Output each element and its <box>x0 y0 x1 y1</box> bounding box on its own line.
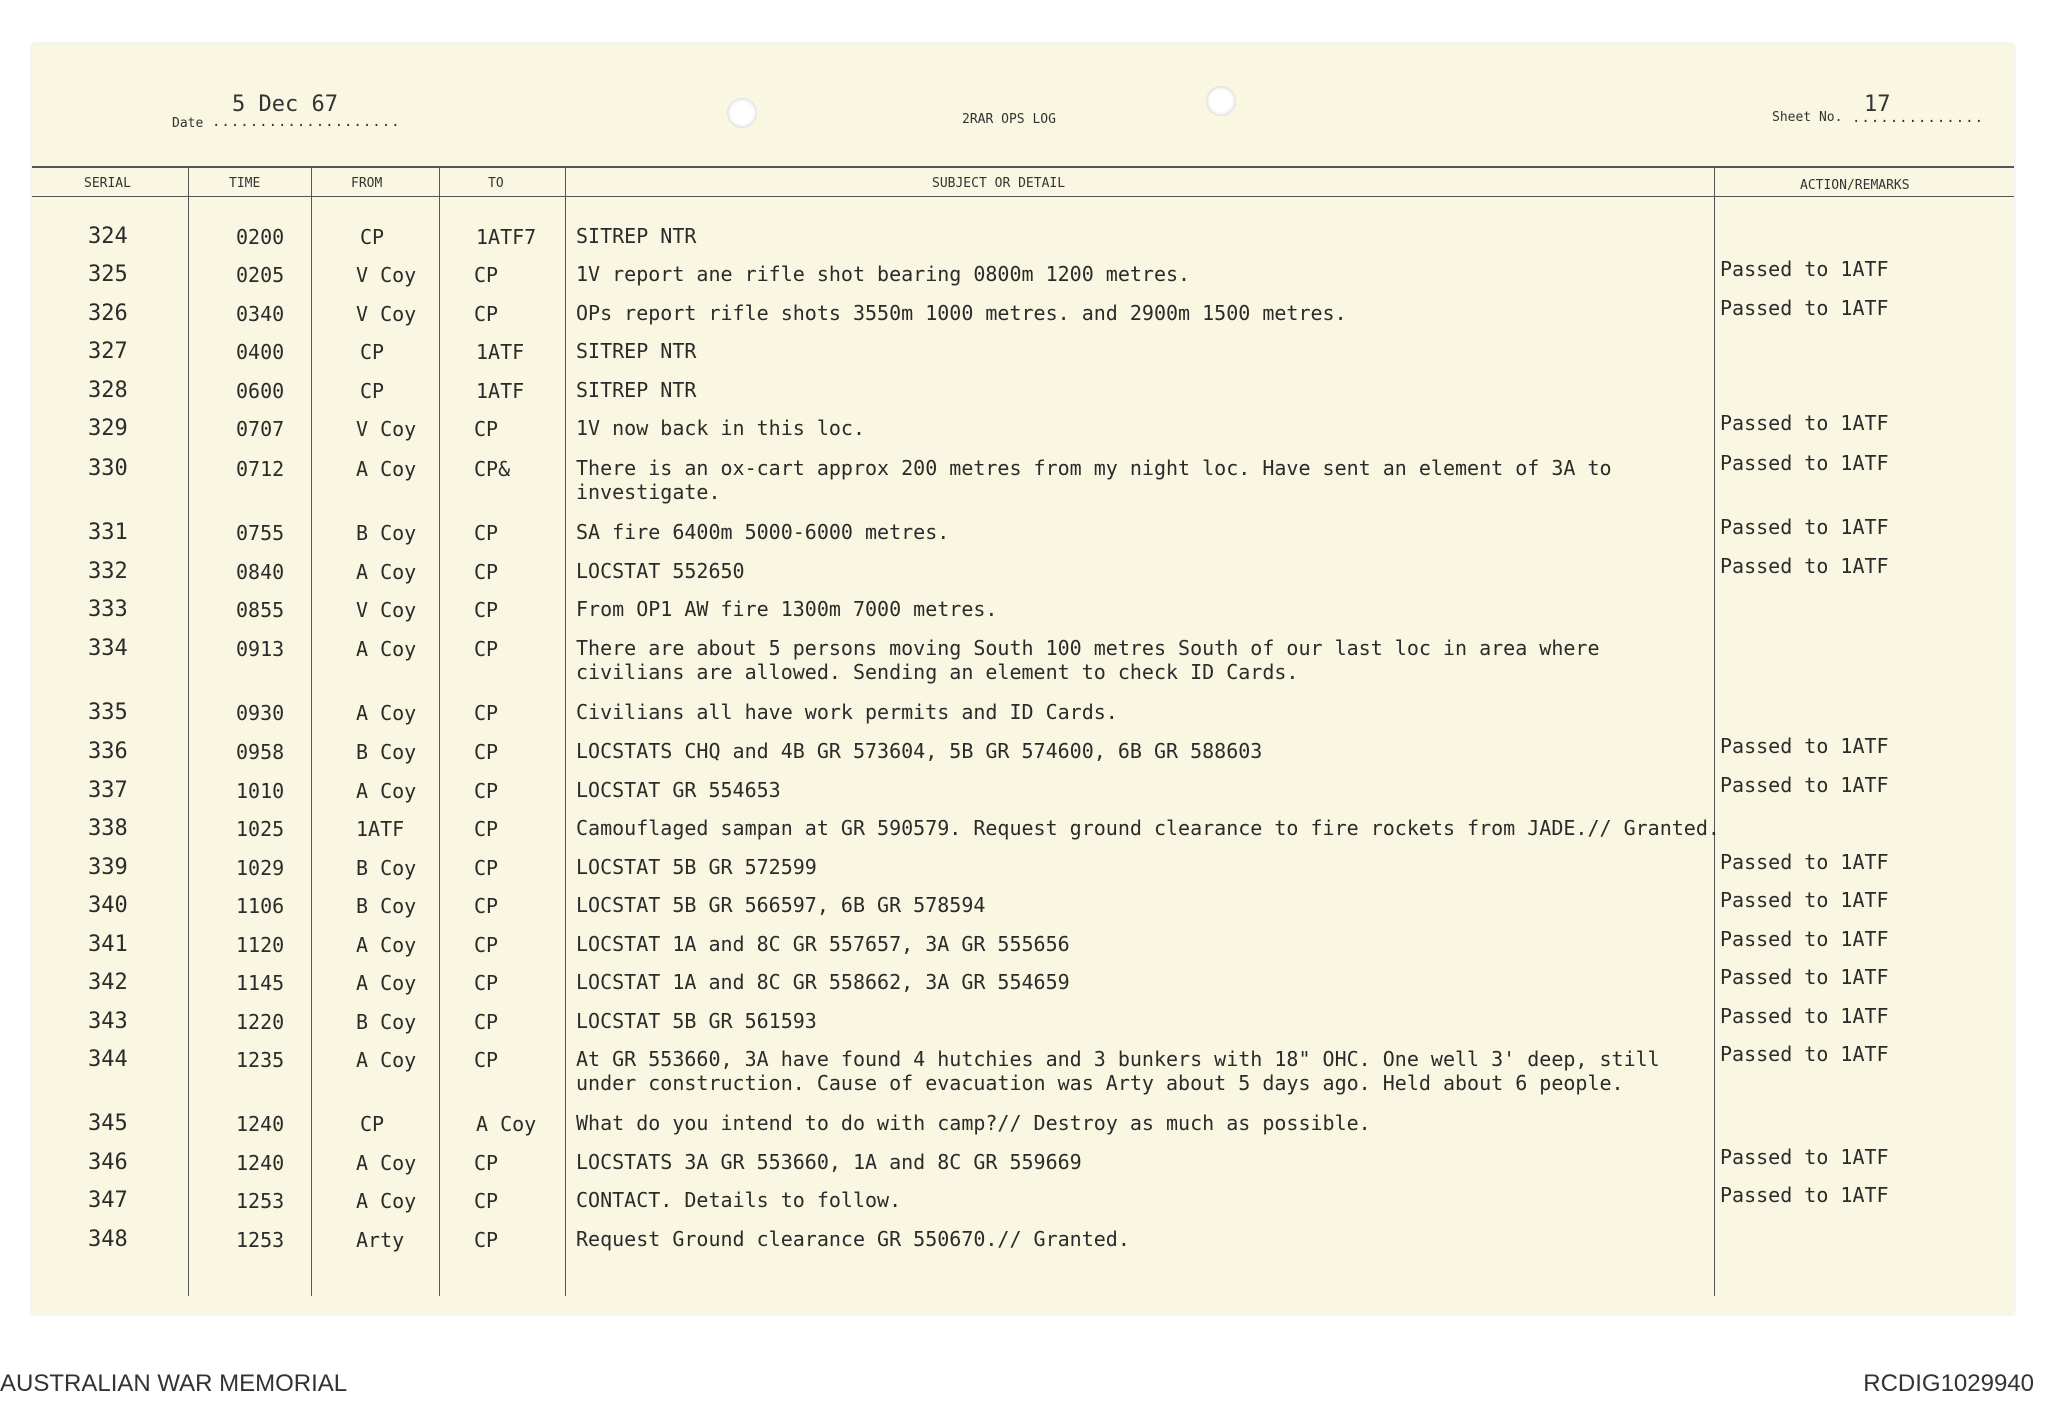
row-serial: 342 <box>88 970 128 995</box>
row-detail: Civilians all have work permits and ID Cards. <box>576 700 1118 724</box>
date-value: 5 Dec 67 <box>232 92 338 117</box>
page-title: 2RAR OPS LOG <box>962 112 1056 127</box>
row-time: 1240 <box>236 1151 285 1175</box>
sheet-label: Sheet No. <box>1772 110 1843 125</box>
column-divider-4 <box>565 166 566 1296</box>
row-serial: 336 <box>88 739 128 764</box>
row-time: 0958 <box>236 740 285 764</box>
row-time: 0755 <box>236 521 285 545</box>
row-action: Passed to 1ATF <box>1720 1004 1889 1028</box>
row-detail: There is an ox-cart approx 200 metres from my night loc. Have sent an element of 3A to <box>576 456 1612 480</box>
row-detail: From OP1 AW fire 1300m 7000 metres. <box>576 597 998 621</box>
row-from: A Coy <box>356 457 417 481</box>
column-header-subject: SUBJECT OR DETAIL <box>932 176 1066 191</box>
row-serial: 344 <box>88 1047 128 1072</box>
date-label: Date <box>172 116 204 131</box>
column-divider-1 <box>188 166 189 1296</box>
row-time: 0400 <box>236 340 285 364</box>
row-serial: 334 <box>88 636 128 661</box>
row-detail: At GR 553660, 3A have found 4 hutchies and 3 bunkers with 18" OHC. One well 3' deep, still <box>576 1047 1660 1071</box>
row-detail: Camouflaged sampan at GR 590579. Request ground clearance to fire rockets from JADE.// Granted. <box>576 816 1720 840</box>
row-serial: 332 <box>88 559 128 584</box>
row-action: Passed to 1ATF <box>1720 257 1889 281</box>
row-time: 0340 <box>236 302 285 326</box>
row-detail: LOCSTAT 5B GR 572599 <box>576 855 817 879</box>
row-detail: 1V report ane rifle shot bearing 0800m 1200 metres. <box>576 262 1191 286</box>
row-detail: LOCSTAT 1A and 8C GR 558662, 3A GR 554659 <box>576 970 1070 994</box>
row-to: CP <box>474 263 499 287</box>
row-serial: 327 <box>88 339 128 364</box>
row-detail: There are about 5 persons moving South 100 metres South of our last loc in area where <box>576 636 1600 660</box>
row-action: Passed to 1ATF <box>1720 411 1889 435</box>
row-from: V Coy <box>356 263 417 287</box>
row-to: A Coy <box>476 1112 537 1136</box>
row-to: CP <box>474 560 499 584</box>
row-serial: 345 <box>88 1111 128 1136</box>
row-to: CP <box>474 740 499 764</box>
row-action: Passed to 1ATF <box>1720 296 1889 320</box>
row-serial: 343 <box>88 1009 128 1034</box>
row-action: Passed to 1ATF <box>1720 850 1889 874</box>
row-from: CP <box>360 225 385 249</box>
row-action: Passed to 1ATF <box>1720 1145 1889 1169</box>
row-time: 1240 <box>236 1112 285 1136</box>
row-from: A Coy <box>356 560 417 584</box>
row-detail: What do you intend to do with camp?// Destroy as much as possible. <box>576 1111 1371 1135</box>
row-action: Passed to 1ATF <box>1720 451 1889 475</box>
row-action: Passed to 1ATF <box>1720 554 1889 578</box>
row-serial: 324 <box>88 224 128 249</box>
row-from: Arty <box>356 1228 405 1252</box>
row-action: Passed to 1ATF <box>1720 734 1889 758</box>
row-to: CP <box>474 598 499 622</box>
column-divider-2 <box>311 166 312 1296</box>
sheet-value: 17 <box>1864 92 1891 117</box>
row-time: 1145 <box>236 971 285 995</box>
row-to: CP <box>474 779 499 803</box>
row-time: 1010 <box>236 779 285 803</box>
row-time: 0840 <box>236 560 285 584</box>
row-action: Passed to 1ATF <box>1720 1183 1889 1207</box>
row-from: A Coy <box>356 637 417 661</box>
row-from: CP <box>360 1112 385 1136</box>
row-action: Passed to 1ATF <box>1720 888 1889 912</box>
row-to: CP <box>474 1189 499 1213</box>
row-detail: LOCSTATS 3A GR 553660, 1A and 8C GR 559669 <box>576 1150 1082 1174</box>
row-time: 0707 <box>236 417 285 441</box>
row-time: 1106 <box>236 894 285 918</box>
row-detail-continuation: investigate. <box>576 480 721 504</box>
row-detail: SITREP NTR <box>576 339 697 363</box>
row-time: 0913 <box>236 637 285 661</box>
row-serial: 348 <box>88 1227 128 1252</box>
column-header-from: FROM <box>351 176 383 191</box>
row-from: B Coy <box>356 894 417 918</box>
row-from: A Coy <box>356 933 417 957</box>
row-action: Passed to 1ATF <box>1720 1042 1889 1066</box>
row-detail: OPs report rifle shots 3550m 1000 metres. and 2900m 1500 metres. <box>576 301 1347 325</box>
row-serial: 346 <box>88 1150 128 1175</box>
row-time: 1120 <box>236 933 285 957</box>
row-action: Passed to 1ATF <box>1720 927 1889 951</box>
row-from: V Coy <box>356 417 417 441</box>
row-to: CP <box>474 894 499 918</box>
row-to: CP <box>474 417 499 441</box>
row-time: 1025 <box>236 817 285 841</box>
row-to: CP <box>474 1010 499 1034</box>
row-time: 0930 <box>236 701 285 725</box>
footer-id: RCDIG1029940 <box>1863 1370 2034 1397</box>
row-to: CP <box>474 1151 499 1175</box>
row-time: 0600 <box>236 379 285 403</box>
row-serial: 338 <box>88 816 128 841</box>
row-serial: 325 <box>88 262 128 287</box>
row-serial: 326 <box>88 301 128 326</box>
row-action: Passed to 1ATF <box>1720 965 1889 989</box>
column-header-serial: SERIAL <box>84 176 131 191</box>
row-detail: LOCSTAT 552650 <box>576 559 745 583</box>
row-from: V Coy <box>356 598 417 622</box>
row-serial: 339 <box>88 855 128 880</box>
row-serial: 331 <box>88 520 128 545</box>
row-detail: LOCSTAT 5B GR 566597, 6B GR 578594 <box>576 893 986 917</box>
row-time: 0712 <box>236 457 285 481</box>
header-rule-bottom <box>32 196 2014 197</box>
row-to: CP <box>474 971 499 995</box>
row-detail-continuation: under construction. Cause of evacuation was Arty about 5 days ago. Held about 6 people. <box>576 1071 1624 1095</box>
row-detail: Request Ground clearance GR 550670.// Granted. <box>576 1227 1130 1251</box>
row-from: 1ATF <box>356 817 405 841</box>
row-time: 1253 <box>236 1189 285 1213</box>
row-time: 0200 <box>236 225 285 249</box>
row-serial: 330 <box>88 456 128 481</box>
row-serial: 337 <box>88 778 128 803</box>
row-serial: 341 <box>88 932 128 957</box>
row-detail: CONTACT. Details to follow. <box>576 1188 902 1212</box>
row-detail: SITREP NTR <box>576 378 697 402</box>
row-to: CP <box>474 637 499 661</box>
row-detail: LOCSTAT GR 554653 <box>576 778 781 802</box>
row-serial: 328 <box>88 378 128 403</box>
column-header-action: ACTION/REMARKS <box>1800 178 1910 193</box>
row-serial: 335 <box>88 700 128 725</box>
row-time: 1220 <box>236 1010 285 1034</box>
row-serial: 347 <box>88 1188 128 1213</box>
column-divider-3 <box>439 166 440 1296</box>
row-to: CP <box>474 521 499 545</box>
row-time: 1253 <box>236 1228 285 1252</box>
punch-hole-right <box>1206 86 1236 116</box>
column-header-to: TO <box>488 176 504 191</box>
row-to: CP <box>474 701 499 725</box>
row-to: CP& <box>474 457 511 481</box>
row-from: B Coy <box>356 856 417 880</box>
date-dots: .................... <box>212 114 401 130</box>
row-to: 1ATF <box>476 340 525 364</box>
row-from: A Coy <box>356 971 417 995</box>
row-detail-continuation: civilians are allowed. Sending an element to check ID Cards. <box>576 660 1299 684</box>
row-time: 1235 <box>236 1048 285 1072</box>
row-from: B Coy <box>356 740 417 764</box>
footer-source: AUSTRALIAN WAR MEMORIAL <box>0 1370 348 1397</box>
row-detail: LOCSTAT 5B GR 561593 <box>576 1009 817 1033</box>
row-detail: 1V now back in this loc. <box>576 416 865 440</box>
row-serial: 333 <box>88 597 128 622</box>
row-from: A Coy <box>356 1189 417 1213</box>
row-to: CP <box>474 302 499 326</box>
row-serial: 340 <box>88 893 128 918</box>
row-to: 1ATF <box>476 379 525 403</box>
row-action: Passed to 1ATF <box>1720 515 1889 539</box>
row-time: 0205 <box>236 263 285 287</box>
header-rule-top <box>32 166 2014 168</box>
row-from: B Coy <box>356 1010 417 1034</box>
row-to: CP <box>474 933 499 957</box>
row-to: CP <box>474 1048 499 1072</box>
row-from: CP <box>360 379 385 403</box>
row-to: CP <box>474 817 499 841</box>
row-from: B Coy <box>356 521 417 545</box>
row-detail: SITREP NTR <box>576 224 697 248</box>
row-to: 1ATF7 <box>476 225 537 249</box>
row-time: 1029 <box>236 856 285 880</box>
row-to: CP <box>474 856 499 880</box>
column-divider-5 <box>1714 166 1715 1296</box>
row-from: A Coy <box>356 1048 417 1072</box>
row-serial: 329 <box>88 416 128 441</box>
row-time: 0855 <box>236 598 285 622</box>
row-from: A Coy <box>356 779 417 803</box>
row-from: V Coy <box>356 302 417 326</box>
sheet-dots: .............. <box>1852 110 1985 126</box>
row-detail: SA fire 6400m 5000-6000 metres. <box>576 520 950 544</box>
punch-hole-left <box>727 98 757 128</box>
row-to: CP <box>474 1228 499 1252</box>
column-header-time: TIME <box>229 176 261 191</box>
row-from: CP <box>360 340 385 364</box>
row-from: A Coy <box>356 701 417 725</box>
row-detail: LOCSTAT 1A and 8C GR 557657, 3A GR 555656 <box>576 932 1070 956</box>
row-from: A Coy <box>356 1151 417 1175</box>
row-action: Passed to 1ATF <box>1720 773 1889 797</box>
row-detail: LOCSTATS CHQ and 4B GR 573604, 5B GR 574600, 6B GR 588603 <box>576 739 1263 763</box>
